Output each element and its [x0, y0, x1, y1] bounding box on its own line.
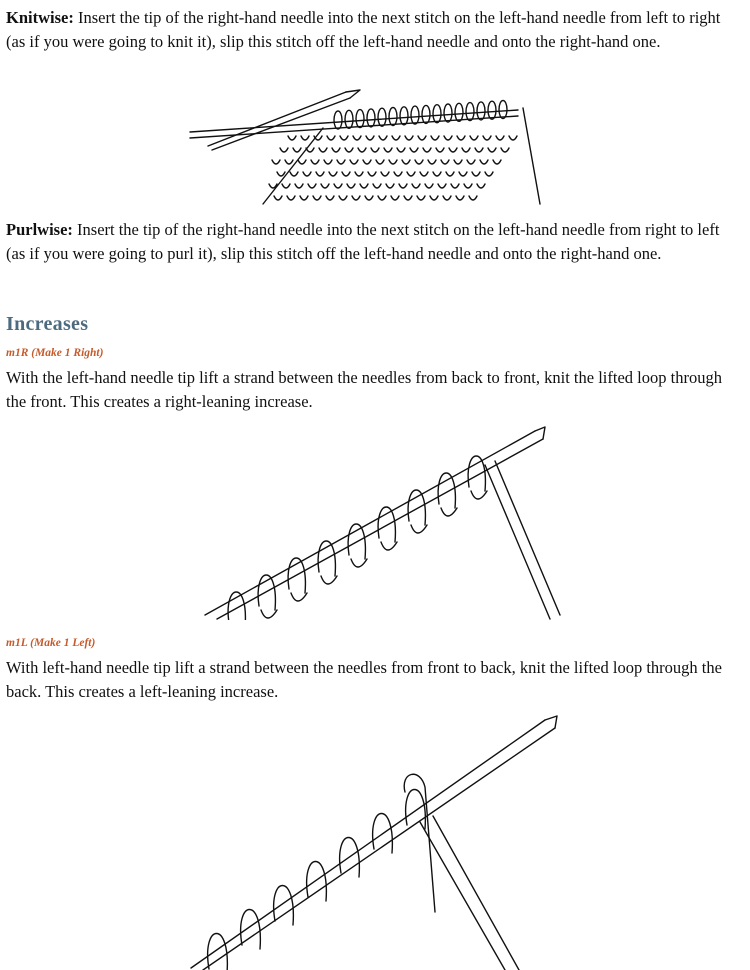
fabric-stitch	[345, 148, 353, 152]
fabric-stitch	[366, 136, 374, 140]
fabric-stitch	[483, 136, 491, 140]
fabric-stitch	[384, 148, 392, 152]
fabric-stitch	[467, 160, 475, 164]
fabric-stitch	[462, 148, 470, 152]
stitch-loop	[400, 107, 408, 125]
stitch-loop	[422, 105, 430, 123]
m1r-illustration	[195, 425, 565, 620]
knitwise-illustration	[188, 88, 563, 206]
fabric-stitch	[351, 559, 367, 567]
fabric-stitch	[456, 196, 464, 200]
fabric-stitch	[423, 148, 431, 152]
fabric-stitch	[472, 172, 480, 176]
stitch-loop	[307, 862, 327, 902]
fabric-stitch	[441, 508, 457, 516]
fabric-stitch	[475, 148, 483, 152]
fabric-stitch	[470, 136, 478, 140]
stitch-loop	[241, 910, 261, 950]
stitch-loop	[499, 101, 507, 119]
purlwise-term: Purlwise:	[6, 220, 73, 239]
fabric-stitch	[471, 491, 487, 499]
m1r-paragraph: With the left-hand needle tip lift a strand between the needles from back to front, knit the lifted loop through the front. This creates a right-leaning increase.	[6, 368, 722, 411]
fabric-stitch	[392, 136, 400, 140]
stitch-loop	[477, 102, 485, 120]
stitch-loop	[334, 111, 342, 129]
stitch-loop	[455, 103, 463, 121]
fabric-stitch	[301, 136, 309, 140]
fabric-stitch	[441, 160, 449, 164]
fabric-stitch	[477, 184, 485, 188]
fabric-stitch	[379, 136, 387, 140]
fabric-stitch	[412, 184, 420, 188]
fabric-stitch	[272, 160, 280, 164]
fabric-stitch	[363, 160, 371, 164]
purlwise-text: Insert the tip of the right-hand needle into the next stitch on the left-hand needle from right to left (as if you were going to purl it), slip this stitch off the left-hand needle and onto the right-hand one.	[6, 220, 720, 263]
fabric-stitch	[411, 525, 427, 533]
m1l-label: m1L (Make 1 Left)	[6, 637, 96, 649]
fabric-stitch	[428, 160, 436, 164]
fabric-stitch	[326, 196, 334, 200]
fabric-stitch	[261, 610, 277, 618]
fabric-stitch	[311, 160, 319, 164]
fabric-stitch	[290, 172, 298, 176]
fabric-stitch	[438, 184, 446, 188]
fabric-stitch	[436, 148, 444, 152]
stitch-loop	[228, 592, 245, 620]
stitch-loop	[433, 105, 441, 123]
stitch-loop	[468, 456, 485, 491]
fabric-stitch	[337, 160, 345, 164]
fabric-stitch	[334, 184, 342, 188]
fabric-stitch	[308, 184, 316, 188]
fabric-stitch	[358, 148, 366, 152]
fabric-stitch	[319, 148, 327, 152]
fabric-stitch	[352, 196, 360, 200]
fabric-stitch	[324, 160, 332, 164]
fabric-stitch	[373, 184, 381, 188]
knitwise-text: Insert the tip of the right-hand needle into the next stitch on the left-hand needle from left to right (as if you were going to knit it), slip this stitch off the left-hand needle and onto the right-hand one.	[6, 8, 721, 51]
fabric-stitch	[378, 196, 386, 200]
fabric-stitch	[449, 148, 457, 152]
fabric-stitch	[303, 172, 311, 176]
fabric-stitch	[360, 184, 368, 188]
m1l-illustration	[185, 712, 565, 970]
m1r-label: m1R (Make 1 Right)	[6, 347, 104, 359]
fabric-stitch	[433, 172, 441, 176]
fabric-stitch	[405, 136, 413, 140]
fabric-stitch	[293, 148, 301, 152]
fabric-stitch	[431, 136, 439, 140]
fabric-stitch	[454, 160, 462, 164]
fabric-stitch	[493, 160, 501, 164]
fabric-stitch	[288, 136, 296, 140]
fabric-stitch	[381, 172, 389, 176]
fabric-stitch	[339, 196, 347, 200]
fabric-stitch	[410, 148, 418, 152]
fabric-stitch	[391, 196, 399, 200]
fabric-stitch	[443, 196, 451, 200]
fabric-stitch	[291, 593, 307, 601]
stitch-loop	[466, 103, 474, 121]
fabric-stitch	[327, 136, 335, 140]
stitch-loop	[367, 109, 375, 127]
fabric-stitch	[329, 172, 337, 176]
fabric-stitch	[404, 196, 412, 200]
fabric-stitch	[353, 136, 361, 140]
fabric-stitch	[376, 160, 384, 164]
fabric-stitch	[459, 172, 467, 176]
fabric-stitch	[420, 172, 428, 176]
fabric-stitch	[457, 136, 465, 140]
fabric-stitch	[394, 172, 402, 176]
fabric-stitch	[313, 196, 321, 200]
stitch-loop	[345, 110, 353, 128]
stitch-loop	[378, 108, 386, 126]
fabric-stitch	[321, 576, 337, 584]
fabric-stitch	[347, 184, 355, 188]
stitch-loop	[356, 110, 364, 128]
fabric-stitch	[407, 172, 415, 176]
fabric-stitch	[464, 184, 472, 188]
fabric-stitch	[355, 172, 363, 176]
fabric-stitch	[509, 136, 517, 140]
fabric-stitch	[415, 160, 423, 164]
fabric-stitch	[389, 160, 397, 164]
fabric-stitch	[501, 148, 509, 152]
m1l-paragraph: With left-hand needle tip lift a strand between the needles from front to back, knit the lifted loop through the back. This creates a left-leaning increase.	[6, 658, 722, 701]
fabric-stitch	[300, 196, 308, 200]
fabric-stitch	[402, 160, 410, 164]
fabric-stitch	[381, 542, 397, 550]
fabric-stitch	[321, 184, 329, 188]
fabric-stitch	[280, 148, 288, 152]
fabric-stitch	[469, 196, 477, 200]
stitch-loop	[444, 104, 452, 122]
fabric-stitch	[399, 184, 407, 188]
purlwise-paragraph	[6, 218, 741, 266]
fabric-stitch	[287, 196, 295, 200]
fabric-stitch	[282, 184, 290, 188]
fabric-stitch	[451, 184, 459, 188]
fabric-stitch	[417, 196, 425, 200]
increases-heading: Increases	[6, 313, 89, 335]
fabric-stitch	[365, 196, 373, 200]
fabric-stitch	[418, 136, 426, 140]
fabric-stitch	[350, 160, 358, 164]
fabric-stitch	[485, 172, 493, 176]
fabric-stitch	[274, 196, 282, 200]
stitch-loop	[411, 106, 419, 124]
fabric-stitch	[342, 172, 350, 176]
fabric-stitch	[425, 184, 433, 188]
stitch-loop	[408, 490, 425, 525]
fabric-stitch	[430, 196, 438, 200]
fabric-stitch	[277, 172, 285, 176]
knitwise-term: Knitwise:	[6, 8, 74, 27]
stitch-loop	[488, 101, 496, 119]
fabric-stitch	[480, 160, 488, 164]
fabric-stitch	[444, 136, 452, 140]
fabric-stitch	[298, 160, 306, 164]
knitwise-paragraph	[6, 6, 741, 54]
fabric-stitch	[496, 136, 504, 140]
fabric-stitch	[446, 172, 454, 176]
fabric-stitch	[386, 184, 394, 188]
fabric-stitch	[368, 172, 376, 176]
fabric-stitch	[371, 148, 379, 152]
stitch-loop	[389, 108, 397, 126]
fabric-stitch	[332, 148, 340, 152]
fabric-stitch	[295, 184, 303, 188]
fabric-stitch	[340, 136, 348, 140]
stitch-loop	[438, 473, 455, 508]
fabric-stitch	[397, 148, 405, 152]
fabric-stitch	[316, 172, 324, 176]
fabric-stitch	[488, 148, 496, 152]
fabric-stitch	[285, 160, 293, 164]
